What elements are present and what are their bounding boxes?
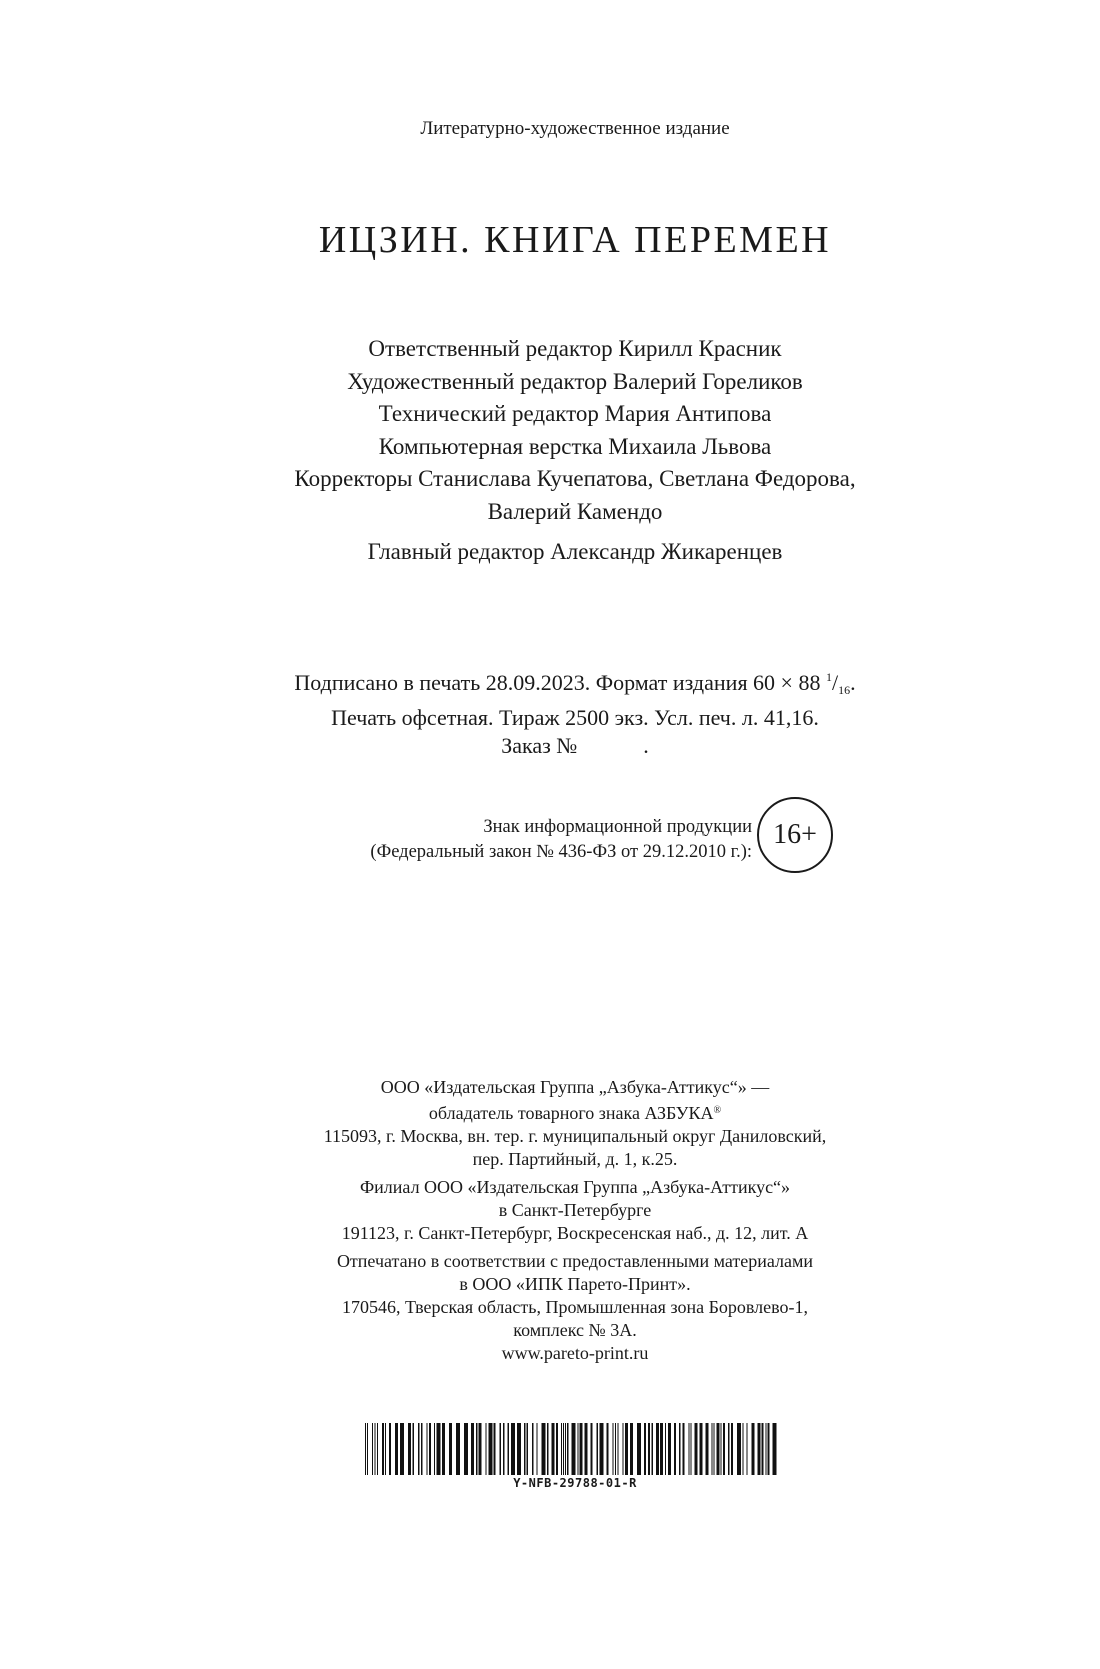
credit-line: Ответственный редактор Кирилл Красник bbox=[368, 336, 782, 361]
barcode-bar bbox=[674, 1423, 676, 1475]
barcode-bar bbox=[375, 1423, 376, 1475]
branch-line: в Санкт-Петербурге bbox=[498, 1200, 652, 1220]
barcode-bar bbox=[630, 1423, 633, 1475]
credits-block bbox=[0, 333, 1100, 569]
barcode-bar bbox=[652, 1423, 654, 1475]
branch-line: Филиал ООО «Издательская Группа „Азбука-Аттикус“» bbox=[359, 1177, 791, 1197]
printing-line-3: Заказ № . bbox=[501, 733, 649, 758]
barcode-bar bbox=[456, 1423, 460, 1475]
book-title: ИЦЗИН. КНИГА ПЕРЕМЕН bbox=[318, 219, 832, 261]
barcode-bar bbox=[618, 1423, 619, 1475]
barcode-bar bbox=[418, 1423, 420, 1475]
barcode-bar bbox=[563, 1423, 564, 1475]
barcode-bar bbox=[442, 1423, 445, 1475]
barcode-bar bbox=[437, 1423, 441, 1475]
barcode-bar bbox=[768, 1423, 770, 1475]
barcode-bar bbox=[607, 1423, 609, 1475]
printing-signed-text: Подписано в печать 28.09.2023. Формат издания 60 × 88 bbox=[294, 670, 826, 695]
barcode-bar bbox=[421, 1423, 423, 1475]
publisher-line bbox=[0, 1099, 1100, 1125]
barcode-bar bbox=[615, 1423, 616, 1475]
barcode-bar bbox=[494, 1423, 496, 1475]
barcode-bar bbox=[712, 1423, 713, 1475]
chief-editor: Главный редактор Александр Жикаренцев bbox=[367, 539, 783, 564]
barcode-bar bbox=[648, 1423, 650, 1475]
barcode-bar bbox=[644, 1423, 646, 1475]
barcode-bar bbox=[700, 1423, 703, 1475]
barcode-bar bbox=[565, 1423, 566, 1475]
age-rating-badge: 16+ bbox=[757, 797, 833, 873]
barcode-bar bbox=[408, 1423, 411, 1475]
barcode-bar bbox=[385, 1423, 386, 1475]
barcode-bar bbox=[580, 1423, 583, 1475]
barcode-bar bbox=[585, 1423, 588, 1475]
barcode-bar bbox=[766, 1423, 767, 1475]
barcode-bar bbox=[723, 1423, 725, 1475]
barcode-bar bbox=[367, 1423, 368, 1475]
printing-details bbox=[0, 663, 1100, 760]
credit-line: Художественный редактор Валерий Гореликов bbox=[347, 368, 803, 394]
publisher-address-line: пер. Партийный, д. 1, к.25. bbox=[472, 1149, 678, 1169]
barcode-bar bbox=[547, 1423, 549, 1475]
printer-website: www.pareto-print.ru bbox=[501, 1343, 649, 1363]
barcode-bar bbox=[743, 1423, 744, 1475]
barcode-bar bbox=[524, 1423, 526, 1475]
barcode-bar bbox=[762, 1423, 764, 1475]
barcode-bar bbox=[389, 1423, 391, 1475]
format-slash: / bbox=[831, 670, 839, 695]
barcode-bar bbox=[706, 1423, 709, 1475]
barcode-bar bbox=[721, 1423, 722, 1475]
credit-line: Технический редактор Мария Антипова bbox=[378, 401, 772, 426]
barcode-bar bbox=[747, 1423, 748, 1475]
barcode-bar bbox=[556, 1423, 558, 1475]
barcode-bar bbox=[561, 1423, 562, 1475]
printing-line-1 bbox=[0, 663, 1100, 704]
barcode-bar bbox=[365, 1423, 366, 1475]
branch-line: 191123, г. Санкт-Петербург, Воскресенская наб., д. 12, лит. А bbox=[341, 1223, 809, 1243]
barcode-bar bbox=[691, 1423, 692, 1475]
barcode-bar bbox=[427, 1423, 428, 1475]
barcode-bar bbox=[591, 1423, 593, 1475]
barcode-bar bbox=[413, 1423, 415, 1475]
printer-line: в ООО «ИПК Парето-Принт». bbox=[459, 1274, 691, 1294]
info-product-sign bbox=[300, 815, 752, 865]
publisher-address-line: 115093, г. Москва, вн. тер. г. муниципальный округ Даниловский, bbox=[323, 1126, 827, 1146]
registered-mark: ® bbox=[713, 1105, 722, 1116]
barcode-bar bbox=[637, 1423, 641, 1475]
barcode-bar bbox=[665, 1423, 666, 1475]
credit-line: Корректоры Станислава Кучепатова, Светлана Федорова, bbox=[294, 466, 856, 491]
barcode-bar bbox=[714, 1423, 715, 1475]
imprint-block bbox=[0, 1076, 1100, 1365]
barcode-bar bbox=[656, 1423, 659, 1475]
barcode-bar bbox=[429, 1423, 431, 1475]
barcode-bar bbox=[660, 1423, 663, 1475]
printer-line: Отпечатано в соответствии с предоставленными материалами bbox=[336, 1251, 814, 1271]
printing-line-1-end: . bbox=[850, 670, 856, 695]
barcode-bar bbox=[668, 1423, 671, 1475]
barcode-bar bbox=[527, 1423, 529, 1475]
barcode-bar bbox=[731, 1423, 733, 1475]
barcode-bar bbox=[372, 1423, 373, 1475]
barcode-bar bbox=[537, 1423, 538, 1475]
barcode-bar bbox=[434, 1423, 435, 1475]
barcode-bar bbox=[623, 1423, 624, 1475]
barcode-bar bbox=[728, 1423, 730, 1475]
barcode-bar bbox=[578, 1423, 579, 1475]
format-denominator: 16 bbox=[838, 683, 851, 697]
barcode-bar bbox=[464, 1423, 468, 1475]
barcode-bar bbox=[552, 1423, 555, 1475]
barcode-bar bbox=[625, 1423, 628, 1475]
barcode-bar bbox=[486, 1423, 487, 1475]
barcode-bar bbox=[717, 1423, 720, 1475]
barcode-bar bbox=[503, 1423, 505, 1475]
barcode bbox=[365, 1423, 780, 1475]
barcode-bar bbox=[597, 1423, 599, 1475]
barcode-bar bbox=[400, 1423, 404, 1475]
barcode-bar bbox=[500, 1423, 502, 1475]
barcode-bar bbox=[758, 1423, 761, 1475]
barcode-bar bbox=[613, 1423, 614, 1475]
barcode-bar bbox=[532, 1423, 534, 1475]
barcode-bar bbox=[773, 1423, 777, 1475]
barcode-code: Y-NFB-29788-01-R bbox=[513, 1476, 637, 1490]
info-sign-line-2: (Федеральный закон № 436-ФЗ от 29.12.2010 г.): bbox=[370, 842, 752, 862]
info-sign-line-1: Знак информационной продукции bbox=[483, 817, 752, 837]
printing-line-2: Печать офсетная. Тираж 2500 экз. Усл. печ. л. 41,16. bbox=[331, 705, 819, 730]
barcode-bar bbox=[517, 1423, 521, 1475]
barcode-bar bbox=[476, 1423, 478, 1475]
barcode-bar bbox=[449, 1423, 452, 1475]
credit-line: Валерий Камендо bbox=[487, 498, 663, 524]
barcode-bar bbox=[508, 1423, 510, 1475]
barcode-bar bbox=[479, 1423, 482, 1475]
barcode-bar bbox=[600, 1423, 604, 1475]
barcode-bar bbox=[689, 1423, 690, 1475]
barcode-bar bbox=[489, 1423, 493, 1475]
barcode-bar bbox=[511, 1423, 515, 1475]
barcode-bar bbox=[737, 1423, 741, 1475]
barcode-bar bbox=[572, 1423, 576, 1475]
barcode-bar bbox=[695, 1423, 698, 1475]
barcode-bar bbox=[377, 1423, 378, 1475]
barcode-bar bbox=[471, 1423, 474, 1475]
credit-line: Компьютерная верстка Михаила Львова bbox=[378, 433, 772, 459]
barcode-bar bbox=[395, 1423, 398, 1475]
printer-line: 170546, Тверская область, Промышленная зона Боровлево-1, bbox=[341, 1297, 809, 1317]
publisher-line: ООО «Издательская Группа „Азбука-Аттикус“» — bbox=[380, 1077, 770, 1097]
barcode-bar bbox=[382, 1423, 384, 1475]
barcode-bar bbox=[752, 1423, 755, 1475]
barcode-bar bbox=[567, 1423, 569, 1475]
barcode-bar bbox=[542, 1423, 546, 1475]
trademark-text: обладатель товарного знака АЗБУКА bbox=[428, 1103, 714, 1123]
format-numerator: 1 bbox=[825, 670, 832, 684]
barcode-bar bbox=[679, 1423, 681, 1475]
printer-line: комплекс № 3А. bbox=[513, 1320, 637, 1340]
edition-type: Литературно-художественное издание bbox=[420, 118, 730, 139]
barcode-bar bbox=[683, 1423, 685, 1475]
